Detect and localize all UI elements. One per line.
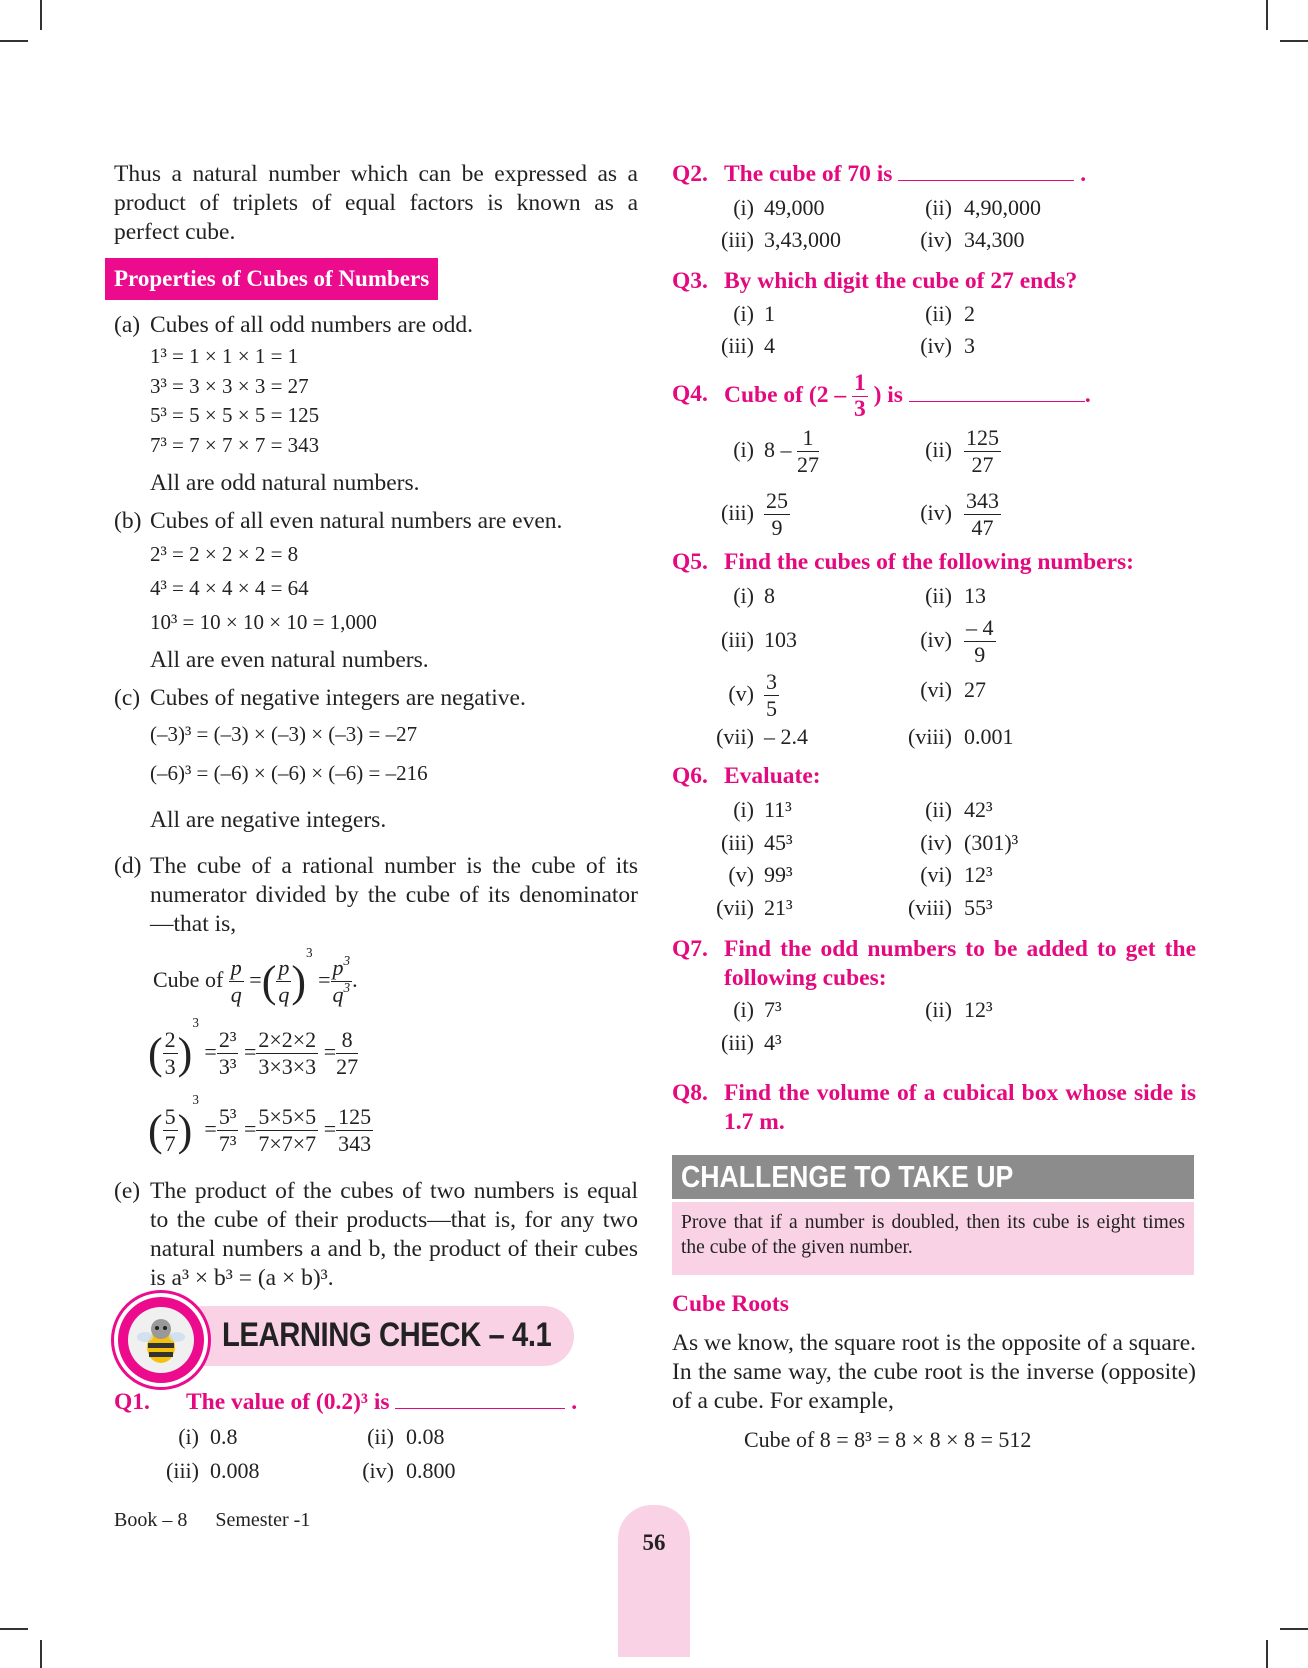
property-label: (e) (114, 1178, 141, 1204)
equation: (–3)³ = (–3) × (–3) × (–3) = –27 (150, 722, 418, 746)
question-number: Q5. (672, 549, 708, 575)
equation: 10³ = 10 × 10 × 10 = 1,000 (150, 610, 377, 634)
question-q8 (672, 1079, 1196, 1139)
fraction: $\frac{\text{5³}}{\text{7³}}$ (218, 1104, 237, 1157)
question-number: Q1. (114, 1389, 150, 1415)
crop-mark (0, 1628, 28, 1630)
cube-of-formula: Cube of $\frac{p}{q}$ =( $\frac{p}{q}$ )$^3$ = $\frac{p^3}{q^3}$ . (153, 944, 358, 1008)
question-q4: Q4. Cube of (2 – $\frac{1}{3}$ ) is . (672, 370, 1091, 423)
footer-semester: Semester -1 (215, 1509, 311, 1531)
fraction: $\frac{125}{343}$ (338, 1104, 372, 1157)
question-number: Q4. (672, 381, 708, 407)
q5-options: (iii) 103 (iv) $\frac{- 4}{9}$ (721, 615, 994, 668)
property-d (114, 852, 638, 940)
crop-mark (40, 1640, 42, 1668)
fraction: $\frac{8}{27}$ (336, 1027, 359, 1080)
crop-mark (1266, 0, 1268, 30)
q4-options: (iii) $\frac{25}{9}$ (iv) $\frac{343}{47}$ (721, 488, 999, 541)
property-note: All are even natural numbers. (150, 647, 429, 673)
question-text: The value of (0.2)³ is (186, 1389, 390, 1415)
equation: 2³ = 2 × 2 × 2 = 8 (150, 542, 299, 566)
fraction-p3-q3: $\frac{p^3}{q^3}$ (332, 953, 351, 1008)
fraction: $\frac{- 4}{9}$ (966, 615, 994, 668)
fraction: $\frac{343}{47}$ (966, 488, 999, 541)
property-text: Cubes of negative integers are negative. (150, 685, 526, 711)
rational-cube-example: ( $\frac{2}{3}$ )$^3$ = $\frac{\text{2³}}{\text{3³}}$ = $\frac{2\times 2\times 2}{3\times 3\times 3}$ = $\frac{8}{27}$ (148, 1014, 359, 1080)
property-text: The product of the cubes of two numbers is equal to the cube of their products—that is, for any two natural numbers a and b, the product of their cubes is a³ × b³ = (a × b)³. (150, 1178, 638, 1291)
answer-blank (898, 162, 1074, 181)
fraction: $\frac{2\times 2\times 2}{3\times 3\times 3}$ (258, 1027, 317, 1080)
fraction-p-q: $\frac{p}{q}$ (230, 955, 242, 1008)
equation: 4³ = 4 × 4 × 4 = 64 (150, 576, 309, 600)
question-text: By which digit the cube of 27 ends? (724, 268, 1078, 294)
bee-mascot-icon (128, 1307, 194, 1373)
learning-check-badge (114, 1293, 208, 1387)
crop-mark (40, 0, 42, 30)
cube-roots-heading: Cube Roots (672, 1291, 789, 1317)
crop-mark (0, 40, 28, 42)
equation: (–6)³ = (–6) × (–6) × (–6) = –216 (150, 761, 428, 785)
property-note: All are negative integers. (150, 807, 387, 833)
fraction: $\frac{125}{27}$ (966, 425, 999, 478)
answer-blank (909, 383, 1085, 402)
equation: 7³ = 7 × 7 × 7 = 343 (150, 433, 320, 457)
fraction: $\frac{5}{7}$ (164, 1104, 176, 1157)
crop-mark (1266, 1640, 1268, 1668)
question-q7 (672, 935, 1196, 995)
property-text: Cubes of all even natural numbers are even. (150, 508, 563, 534)
page-number: 56 (642, 1530, 666, 1555)
equation: 5³ = 5 × 5 × 5 = 125 (150, 403, 320, 427)
property-e (114, 1177, 638, 1295)
fraction: $\frac{2}{3}$ (164, 1027, 176, 1080)
question-number: Q2. (672, 161, 708, 187)
fraction-p-q: $\frac{p}{q}$ (278, 955, 290, 1008)
property-label: (a) (114, 312, 141, 338)
cube-roots-paragraph: As we know, the square root is the opposite of a square. In the same way, the cube root is the inverse (opposite) of a cube. For example, (672, 1330, 1196, 1414)
question-number: Q7. (672, 936, 708, 962)
cube-of-label: Cube of (153, 967, 224, 992)
property-text: Cubes of all odd numbers are odd. (150, 312, 474, 338)
fraction: $\frac{25}{9}$ (766, 488, 788, 541)
property-text: The cube of a rational number is the cube of its numerator divided by the cube of its denominator—that is, (150, 853, 638, 937)
property-label: (d) (114, 853, 142, 879)
answer-blank (395, 1390, 565, 1409)
question-text: Evaluate: (724, 763, 821, 789)
intro-paragraph: Thus a natural number which can be expressed as a product of triplets of equal factors is known as a perfect cube. (114, 161, 638, 245)
equation: 1³ = 1 × 1 × 1 = 1 (150, 344, 299, 368)
rational-cube-example: ( $\frac{5}{7}$ )$^3$ = $\frac{\text{5³}}{\text{7³}}$ = $\frac{5\times 5\times 5}{7\times 7\times 7}$ = $\frac{125}{343}$ (148, 1091, 372, 1157)
question-number: Q6. (672, 763, 708, 789)
fraction: $\frac{1}{27}$ (797, 425, 819, 478)
question-text: Find the cubes of the following numbers: (724, 549, 1134, 575)
fraction: $\frac{\text{2³}}{\text{3³}}$ (218, 1027, 237, 1080)
cube-roots-equation: Cube of 8 = 8³ = 8 × 8 × 8 = 512 (744, 1427, 1032, 1452)
question-text: Find the volume of a cubical box whose side is 1.7 m. (724, 1080, 1196, 1135)
page-number-tab (618, 1505, 690, 1657)
footer-book: Book – 8 (114, 1509, 188, 1531)
q4-options: (i) 8 – $\frac{1}{27}$ (ii) $\frac{125}{27}$ (733, 425, 999, 478)
challenge-heading: CHALLENGE TO TAKE UP (672, 1155, 1194, 1199)
property-note: All are odd natural numbers. (150, 470, 420, 496)
q5-options: (v) $\frac{3}{5}$ (vi) 27 (728, 669, 986, 722)
question-text: Find the odd numbers to be added to get the following cubes: (724, 936, 1196, 991)
question-text: The cube of 70 is (724, 161, 893, 187)
properties-heading: Properties of Cubes of Numbers (105, 258, 438, 300)
learning-check-title: LEARNING CHECK – 4.1 (222, 1316, 552, 1354)
crop-mark (1280, 40, 1308, 42)
question-number: Q3. (672, 268, 708, 294)
equation: 3³ = 3 × 3 × 3 = 27 (150, 374, 309, 398)
fraction: $\frac{1}{3}$ (853, 370, 866, 423)
question-number: Q8. (672, 1080, 708, 1106)
challenge-text: Prove that if a number is doubled, then its cube is eight times the cube of the given number. (672, 1202, 1194, 1275)
property-label: (c) (114, 685, 141, 711)
footer (114, 1509, 310, 1532)
property-label: (b) (114, 508, 142, 534)
question-text: Cube of (2 – (724, 382, 847, 408)
crop-mark (1280, 1628, 1308, 1630)
fraction: $\frac{5\times 5\times 5}{7\times 7\times 7}$ (258, 1104, 317, 1157)
fraction: $\frac{3}{5}$ (766, 669, 777, 722)
